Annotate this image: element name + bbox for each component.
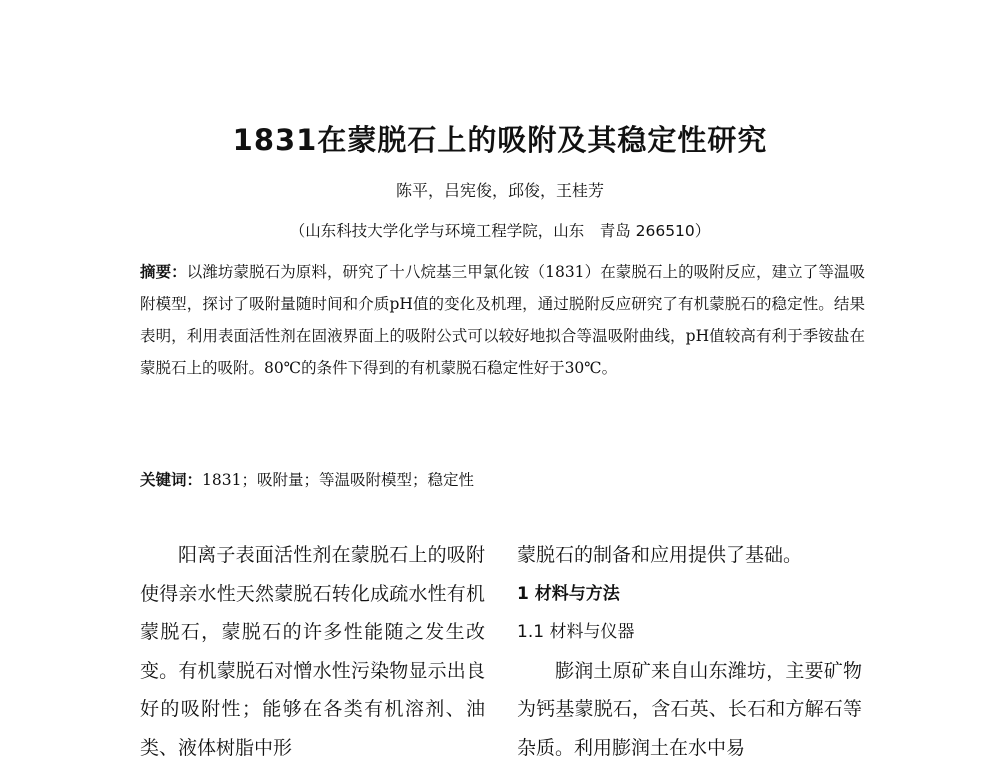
affiliation: （山东科技大学化学与环境工程学院，山东 青岛 266510） <box>0 219 1000 241</box>
paper-title: 1831在蒙脱石上的吸附及其稳定性研究 <box>0 118 1000 159</box>
keywords-text: 1831；吸附量；等温吸附模型；稳定性 <box>202 471 474 489</box>
abstract-label: 摘要： <box>140 263 187 281</box>
body-column-right <box>517 536 862 767</box>
body-paragraph-continued: 蒙脱石的制备和应用提供了基础。 <box>517 536 862 575</box>
keywords-label: 关键词： <box>140 471 202 489</box>
keywords <box>140 466 865 494</box>
abstract <box>140 256 865 384</box>
body-paragraph: 阳离子表面活性剂在蒙脱石上的吸附使得亲水性天然蒙脱石转化成疏水性有机蒙脱石，蒙脱石的许多性能随之发生改变。有机蒙脱石对憎水性污染物显示出良好的吸附性；能够在各类有机溶剂、油类、液体树脂中形 <box>140 536 485 767</box>
section-heading: 1 材料与方法 <box>517 575 862 614</box>
body-paragraph: 膨润土原矿来自山东潍坊，主要矿物为钙基蒙脱石，含石英、长石和方解石等杂质。利用膨润土在水中易 <box>517 652 862 767</box>
subsection-heading: 1.1 材料与仪器 <box>517 613 862 652</box>
body-column-left <box>140 536 485 767</box>
abstract-text: 以潍坊蒙脱石为原料，研究了十八烷基三甲氯化铵（1831）在蒙脱石上的吸附反应，建立了等温吸附模型，探讨了吸附量随时间和介质pH值的变化及机理，通过脱附反应研究了有机蒙脱石的稳定性。结果表明，利用表面活性剂在固液界面上的吸附公式可以较好地拟合等温吸附曲线，pH值较高有利于季铵盐在蒙脱石上的吸附。80℃的条件下得到的有机蒙脱石稳定性好于30℃。 <box>140 263 865 377</box>
authors: 陈平，吕宪俊，邱俊，王桂芳 <box>0 178 1000 201</box>
